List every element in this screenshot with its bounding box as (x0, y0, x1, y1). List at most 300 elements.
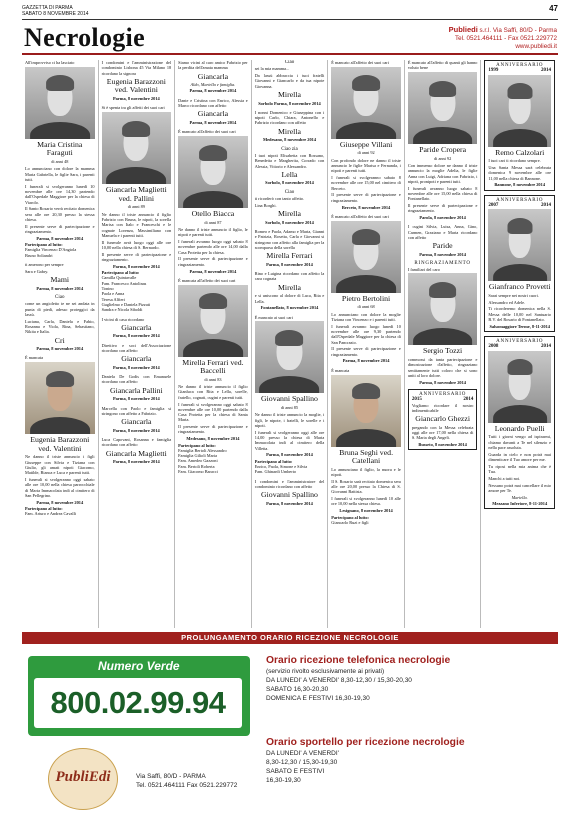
portrait-photo (178, 285, 248, 357)
deceased-age: di anni 92 (357, 150, 375, 156)
notice-place-date: Sorbolo Parma, 8 novembre 2014 (258, 100, 321, 106)
notice-text: Sara e Gabry. (25, 268, 49, 274)
year-to: 2014 (540, 344, 551, 350)
year-from: 1999 (488, 68, 499, 74)
portrait-photo (331, 375, 401, 447)
deceased-name: Pietro Bertolini (341, 293, 391, 303)
portrait-photo (488, 209, 551, 281)
obituary-notice (102, 105, 172, 312)
publisher-suffix: s.r.l. (479, 27, 492, 34)
anniversary-years (488, 68, 551, 73)
obituary-notice (178, 98, 248, 125)
publisher-phone: Tel. 0521.464111 - Fax 0521.229772 (455, 35, 557, 42)
notice-text: Tu riposi nella mia anima che è Tua. (488, 463, 551, 475)
phone-hours-title: Orario ricezione telefonica necrologie (266, 655, 451, 666)
notice-text: I nonni Domenico e Giuseppina con i nipoti Carlo, Chiara, Antonello e Fabrizio ricordano con affetto (254, 109, 325, 126)
notice-text: commossi da tanta partecipazione e dimostrazione d'affetto, ringraziano sentitamente tutti coloro che si sono uniti al loro dolore. (407, 356, 478, 378)
obituary-notice (255, 190, 325, 225)
notice-text: come un angioletto te ne sei andata in punta di piedi, adesso proteggici da lassù. (25, 301, 95, 317)
mourner-entry: Fam. Ghinardi Umberto (254, 469, 297, 475)
year-to: 2014 (463, 397, 474, 403)
notice-frame (484, 336, 555, 509)
mourners-heading: Partecipano al lutto: (25, 242, 63, 248)
notice-text: Luciana, Carla, Daniela e Fabio, Rosanna e Viola, Rina, Sebastiano, Nikita e Italia. (25, 318, 95, 335)
logo-text: PubliEdi (55, 769, 111, 785)
mourner-entry: Fam. Francesco Antolinas (101, 280, 147, 286)
deceased-age: di anni 68 (357, 304, 375, 310)
portrait-shoulders (260, 376, 320, 393)
notice-column (481, 60, 558, 628)
notice-text: I funerali avranno luogo oggi sabato 8 novembre partendo alle ore 14,00 dalla Casa Protetta per la chiesa. (178, 239, 248, 255)
notice-text: Il presente serve di partecipazione e ringraziamento. (407, 203, 478, 214)
obituary-notice (484, 195, 555, 332)
notice-text: e si uniscono al dolore di Luca, Rita e Lella. (254, 293, 325, 304)
notice-intro: È mancato ai suoi cari (254, 314, 293, 320)
notice-text: Una Santa Messa sarà celebrata domenica 9 novembre alle ore 11,00 nella chiesa di Bannone. (488, 164, 551, 181)
deceased-age: di anni 92 (434, 155, 452, 161)
obituary-notice (102, 60, 172, 101)
notice-text: Rino e Luigina ricordano con affetto la cara cognata (254, 271, 325, 282)
notice-text: Marcella con Paolo e famiglia si stringono con affetto a Fabrizio. (101, 405, 172, 416)
mourner-entry: Camilla Quintavalle (101, 275, 137, 281)
deceased-name: Maria Cristina Faraguti (37, 139, 83, 158)
notice-type: RINGRAZIAMENTO (414, 261, 471, 267)
footer-address (136, 772, 237, 790)
deceased-name: Giancarla (121, 354, 152, 364)
deceased-name: Giovanni Spallino (261, 394, 318, 404)
desk-hours-line: 16,30-19,30 (266, 777, 301, 784)
notices-grid (22, 60, 558, 628)
portrait-hair (199, 293, 227, 309)
portrait-shoulders (336, 122, 396, 139)
year-from: 2007 (488, 202, 499, 208)
mourners-heading: Partecipano al lutto: (331, 514, 369, 520)
deceased-name: Giancarla Maglietti ved. Pallini (105, 185, 167, 203)
mourner-entry: Fam. Giacomo Baracci (178, 469, 218, 475)
mourner-entry: Paola e Anna (101, 291, 125, 297)
deceased-name: Mirella (278, 209, 301, 219)
notice-text: Luca Capovani, Rosanna e famiglia ricordano con affetto (101, 437, 172, 448)
notice-place-date: Mezzano Inferiore, 8-11-2014 (492, 501, 548, 507)
deceased-name: Giuseppe Villani (339, 139, 393, 149)
portrait-photo (102, 112, 172, 184)
notice-text: Il funerale avrà luogo oggi alle ore 10,00 nella chiesa di S. Bernardo. (101, 239, 172, 250)
notice-column (99, 60, 176, 628)
paper-name: GAZZETTA DI PARMA (22, 5, 73, 11)
notice-place-date: Busseto, 8 novembre 2014 (418, 442, 467, 448)
year-from: 2008 (488, 344, 499, 350)
notice-place-date: Parma, 8 novembre 2014 (36, 499, 84, 505)
notice-text: I funerali si svolgeranno oggi alle ore 14,00 presso la chiesa di Maria Immacolata indi al cimitero della Villetta. (254, 429, 325, 451)
notice-place-date: Parma, 8 novembre 2014 (36, 235, 84, 241)
notice-intro: È mancato all'affetto di quanti gli hanno voluto bene (407, 60, 478, 71)
portrait-hair (46, 371, 74, 387)
portrait-shoulders (336, 429, 396, 446)
deceased-name: Mirella Ferrari ved. Baccelli (182, 357, 244, 376)
notice-text: Lina Borghi. (254, 202, 277, 208)
deceased-name: Bruna Seghi ved. Catellani (339, 447, 394, 466)
notice-text: Il presente serve di partecipazione e ringraziamento. (331, 346, 401, 357)
notice-column (22, 60, 99, 628)
notice-place-date: Fontanellato, 8 novembre 2014 (260, 305, 319, 311)
notice-place-date: Medesano, 8 novembre 2014 (262, 137, 317, 143)
notice-place-date: Parma, 8 novembre 2014 (112, 333, 160, 339)
notice-text: ti ricorderò con tanto affetto. (254, 196, 305, 202)
deceased-name: Giancarla (121, 322, 152, 332)
year-to: 2014 (540, 202, 551, 208)
notice-text: I vicini di casa ricordano (101, 316, 145, 322)
notice-place-date: Parma, 8 novembre 2014 (36, 285, 84, 291)
notice-place-date: Parma, 8 novembre 2014 (112, 364, 160, 370)
notice-text: Il presente serve di partecipazione e ringraziamento. (178, 424, 248, 435)
mourner-entry: Sandra e Nicola Siboldi (101, 307, 143, 313)
notice-place-date: Medesano, 8 novembre 2014 (186, 436, 240, 442)
notice-text: I cugini Silvia, Luisa, Anna, Gino, Carmen, Graziano e Maria ricordano con affetto (407, 224, 478, 241)
notice-text: Vogliamo ricordare il nostro indimenticabile (411, 402, 474, 413)
notice-text: Con immenso dolore ne danno il triste annuncio la moglie Adelia, le figlie Anna con Luigi, Adriana con Fabrizio, i nipoti, pronipoti e parenti tutti. (407, 162, 478, 184)
notice-place-date: Berceto, 8 novembre 2014 (341, 204, 391, 210)
obituary-notice (255, 271, 325, 311)
notice-type: ANNIVERSARIO (419, 391, 467, 397)
portrait-hair (352, 229, 380, 245)
notice-text: Daniela De Godis con Emanuele ricordano con affetto (101, 374, 172, 385)
notice-text: Si è spenta tra gli affetti dei suoi cari (101, 105, 165, 111)
deceased-age: di anni 85 (280, 405, 299, 411)
notice-text: I familiari del caro (407, 266, 440, 272)
deceased-name: Otello Biacca (191, 209, 235, 219)
notice-intro: È mancata (331, 367, 350, 373)
deceased-age: di anni 87 (204, 219, 222, 225)
obituary-notice (255, 110, 325, 143)
deceased-name: Mami (50, 275, 70, 285)
notice-place-date: Sorbolo, 8 novembre 2014 (265, 219, 314, 225)
mourner-entry: Bruno Soliandri (25, 252, 53, 258)
deceased-name: Mirella (278, 89, 301, 99)
portrait-photo (25, 67, 95, 139)
mourner-entry: Fam. Amedeo Gazzoni (178, 458, 218, 464)
deceased-name: Cri (54, 335, 65, 345)
portrait-photo (178, 136, 248, 208)
notice-text: ti amerono per sempre (25, 262, 64, 268)
notice-text: Ne danno il triste annuncio la moglie, i figli, le nipote, i fratelli, le sorelle e i nipoti. (254, 412, 325, 428)
notice-place-date: Parma, 8 novembre 2014 (112, 96, 160, 102)
portrait-hair (276, 330, 304, 346)
portrait-photo (331, 67, 401, 139)
notice-text: Il S. Rosario sarà recitato domenica sera alle ore 20,00 presso la Chiesa di S. Giovanni Battista. (331, 478, 401, 495)
portrait-shoulders (106, 167, 166, 184)
portrait-shoulders (30, 122, 90, 139)
portrait-photo (408, 273, 478, 345)
obituary-notice (408, 60, 478, 220)
green-number[interactable]: 800.02.99.94 (34, 678, 242, 728)
notice-intro: All'improvviso ci ha lasciato (25, 60, 75, 65)
notice-place-date: Lesignano, 8 novembre 2014 (339, 508, 393, 514)
green-number-badge (28, 656, 250, 736)
notice-text: sei la mia mamma... (254, 66, 290, 72)
portrait-hair (507, 218, 532, 234)
notice-intro: È mancato all'affetto dei suoi cari (331, 213, 389, 219)
notice-text: Il presente serve di partecipazione e ringraziamento. (178, 256, 248, 267)
portrait-shoulders (493, 405, 547, 422)
obituary-notice (102, 374, 172, 401)
notice-text: Manchi a tutti noi. (488, 475, 521, 481)
notice-place-date: Parma, 8 novembre 2014 (189, 268, 237, 274)
publisher-box (395, 26, 557, 51)
portrait-photo (488, 75, 551, 147)
notice-text: Ne danno il triste annuncio il figlio Fabrizio con Bruna, le nipoti, la sorella Marisa con Italo e Franceschi e le cognate Lorenza, Massimiliano con Manuela e i parenti tutti. (101, 211, 172, 238)
deceased-name: Paride (432, 241, 453, 251)
obituary-notice (102, 317, 172, 339)
notice-salutation: Ciao (55, 295, 65, 301)
notice-text: Ne danno il triste annuncio i figli Giuseppe con Silvia e Tiziana con Giulio, gli amati nipoti Giacomo, Matilde, Bianca e Luca e parenti tutti. (25, 454, 95, 476)
obituary-notice (25, 355, 95, 516)
notice-text: Direttivo e soci dell'Associazione ricordano con affetto (101, 342, 172, 353)
desk-hours-line: SABATO E FESTIVI (266, 768, 325, 775)
portrait-hair (46, 75, 74, 91)
notice-text: Con profondo dolore ne danno il triste annuncio le figlie Marisa e Fernanda, i nipoti e parenti tutti. (331, 157, 401, 174)
anniversary-years (488, 203, 551, 208)
mourner-entry: Giancarlo Ruzi e figli (331, 519, 369, 525)
portrait-photo (25, 362, 95, 434)
mourner-entry: Fam. Arturo e Andrea Cavalli (25, 511, 76, 517)
paper-date: SABATO 8 NOVEMBRE 2014 (22, 10, 89, 17)
notice-text: Ne danno il triste annuncio il figlio, le nipoti e parenti tutti. (178, 226, 248, 238)
notice-salutation: Ciao zia (281, 146, 298, 152)
deceased-name: Remo Calzolari (495, 147, 545, 157)
deceased-name: Lella (281, 169, 298, 179)
notice-text: Guarda in cielo e non potrà mai dimenticare il Tuo amore per me. (488, 451, 551, 463)
notice-place-date: Parma, 8 novembre 2014 (342, 358, 390, 364)
mourner-entry: Famiglia Vincenzo D'Angiola (25, 247, 77, 253)
notice-text: Tutti i giorni vengo ad ispirarmi, chiamo davanti a Te nel silenzio e nella pace assoluta. (488, 434, 551, 450)
obituary-notice (102, 437, 172, 464)
notice-text: Da lassù abbraccia i tuoi fratelli Giovanni e Giancarlo e da tua nipote Giovanna. (254, 73, 325, 89)
obituary-notice (331, 214, 401, 364)
portrait-hair (352, 75, 380, 91)
notice-intro: È mancata (25, 355, 44, 361)
portrait-photo (255, 321, 325, 393)
portrait-hair (507, 359, 532, 375)
notice-text: Ti ricorderemo domenica nella S. Messa delle 10,00 nel Santuario B.V. del Rosario di Fontanellato. (488, 306, 551, 323)
deceased-name: Mirella (278, 282, 301, 292)
portrait-shoulders (413, 127, 473, 144)
notice-text: Alessandro ed Adele. (488, 299, 526, 305)
notice-place-date: Parola, 8 novembre 2014 (419, 215, 466, 221)
footer-phone-line: Tel. 0521.464111 Fax 0521.229772 (136, 782, 238, 789)
obituary-notice (255, 60, 325, 106)
page-title: Necrologie (24, 23, 145, 52)
portrait-shoulders (336, 275, 396, 292)
deceased-name: Eugenia Barazzoni ved. Valentini (106, 76, 166, 95)
obituary-notice (408, 224, 478, 257)
obituary-notice (255, 315, 325, 475)
phone-hours-line: SABATO 16,30-20,30 (266, 686, 329, 693)
notice-text: I tuoi nipoti Elisabetta con Rossano, Benedetta e Margherita, Corrado con Alessia, Vittorio e Alessandro. (254, 152, 325, 169)
notice-frame (408, 389, 478, 450)
mourners-heading: Partecipano al lutto: (178, 442, 216, 448)
notice-intro: È mancato all'affetto dei suoi cari (178, 129, 236, 135)
mourner-entry: Famiglia Gilioli Maria (178, 453, 218, 459)
deceased-age: di anni 48 (51, 158, 69, 164)
notice-place-date: Parma, 8 novembre 2014 (112, 427, 160, 433)
notice-place-date: Parma, 8 novembre 2014 (419, 251, 466, 257)
deceased-age: di anni 83 (204, 376, 222, 382)
notice-text: I funerali si svolgeranno oggi sabato alle ore 10,00 nella chiesa parrocchiale di Marta Immacolata indi al cimitero di San Pellegrino. (25, 477, 95, 499)
portrait-hair (352, 383, 380, 399)
obituary-notice (331, 60, 401, 210)
deceased-name: Mirella (278, 126, 301, 136)
deceased-age: di anni 89 (127, 204, 145, 210)
mourners-heading: Partecipano al lutto: (25, 506, 63, 512)
portrait-shoulders (493, 129, 547, 146)
notice-text: Lo annunciano il figlio, la nuora e le nipoti. (331, 466, 401, 477)
notice-text: Ne danno il triste annuncio il figlio Gianluca con Rita e Lella, sorelle, fratello, cognati, cugini e parenti tutti. (178, 384, 248, 400)
notice-place-date: Parma, 8 novembre 2014 (112, 459, 160, 465)
deceased-name: Giancarla (197, 71, 229, 81)
notice-text: I condomini e l'amministrazione del condominio Lisbona 45 Via Milano 18 ricordano la signora (101, 60, 172, 76)
notice-text: I funerali si svolgeranno sabato 8 novembre alle ore 15,00 nel cimitero di Berceto. (331, 175, 401, 191)
year-to: 2014 (540, 68, 551, 74)
portrait-hair (199, 145, 227, 161)
mourner-entry: Enrico, Paola, Simone e Silvia (254, 464, 308, 470)
notice-place-date: Parma, 8 novembre 2014 (112, 396, 160, 402)
notice-frame (484, 195, 555, 332)
portrait-photo (331, 221, 401, 293)
notice-column (252, 60, 329, 628)
notice-signoff: Aldo, Mariella e famiglia. (190, 82, 236, 88)
notice-place-date: Bannone, 8 novembre 2014 (494, 182, 546, 188)
obituary-notice (178, 278, 248, 475)
notice-text: Il Santo Rosario verrà recitato domenica sera alle ore 20,30 presso la stessa chiesa. (25, 206, 95, 222)
notice-text: I condomini e l'amministratore del condominio ricordano con affetto (254, 478, 325, 489)
promo-banner: PROLUNGAMENTO ORARIO RICEZIONE NECROLOGIE (22, 632, 558, 644)
notice-text: I funerali si svolgeranno lunedì 10 alle ore 10,00 nella stessa chiesa. (331, 496, 401, 507)
deceased-name: Giovanni Spallino (261, 490, 318, 500)
obituary-notice (25, 262, 95, 291)
phone-hours-line: DOMENICA E FESTIVI 16,30-19,30 (266, 695, 370, 702)
deceased-name: Giancarla (121, 417, 152, 427)
obituary-notice (408, 261, 478, 385)
deceased-name: Giancarla Maglietti (105, 448, 167, 458)
publisher-web[interactable]: www.publiedi.it (515, 43, 557, 50)
footer-right (266, 646, 558, 816)
portrait-shoulders (413, 328, 473, 345)
deceased-name: Paride Cropera (419, 145, 467, 155)
portrait-hair (429, 81, 457, 97)
desk-hours-section (266, 736, 558, 785)
footer-left (22, 646, 258, 816)
obituary-notice (255, 147, 325, 186)
notice-type: ANNIVERSARIO (496, 339, 544, 345)
mourner-entry: Famiglia Bertoli Alessandro (178, 447, 227, 453)
deceased-name: Eugenia Barazzoni ved. Valentini (30, 435, 90, 453)
publisher-address: Via Saffi, 80/D - Parma (492, 27, 557, 34)
notice-type: ANNIVERSARIO (496, 197, 544, 203)
notice-text: I funerali si svolgeranno lunedì 10 novembre alle ore 14,30 partendo dall'Ospedale Maggiore per la chiesa di Viarolo. (25, 183, 95, 205)
notice-text: I funerali si svolgeranno oggi sabato 8 novembre alle ore 10,00 partendo dalla Casa Protetta per la chiesa di Santa Maria. (178, 401, 248, 423)
obituary-notice (25, 295, 95, 351)
notice-column (175, 60, 252, 628)
mourners-heading: Partecipano al lutto: (101, 270, 140, 276)
notice-salutation: Ciao (284, 60, 295, 65)
portrait-shoulders (30, 417, 90, 434)
notice-place-date: Salsomaggiore Terme, 8-11-2014 (489, 323, 550, 329)
notice-text: Il presente serve di partecipazione e ringraziamento. (331, 192, 401, 203)
notice-column (328, 60, 405, 628)
notice-text: I funerali avranno luogo lunedì 10 novembre alle ore 9,30 partendo dall'Ospedale Maggiore per la chiesa di San Pancrazio. (331, 323, 401, 345)
header-rule (22, 19, 558, 20)
portrait-hair (507, 83, 532, 99)
obituary-notice (255, 229, 325, 267)
notice-text: I funerali avranno luogo sabato 8 novembre alle ore 15,00 nella chiesa di Fontanellato. (407, 185, 478, 202)
phone-hours-line: DA LUNEDI' A VENERDI' 8,30-12,30 / 15,30-20,30 (266, 677, 412, 684)
obituary-notice (25, 60, 95, 258)
obituary-notice (102, 343, 172, 370)
mourners-heading: Partecipano al lutto: (254, 458, 293, 464)
notice-salutation: Ciao (284, 189, 295, 195)
page-header (22, 6, 558, 18)
notice-text: Lo annunciano con dolore la mamma Maria Gabriella, le figlie Sara, i parenti tutti. (25, 166, 95, 182)
desk-hours-title: Orario sportello per ricezione necrologie (266, 737, 465, 748)
deceased-name: Mirella Ferrari (266, 251, 313, 261)
obituary-notice (178, 60, 248, 94)
year-from: 2015 (411, 397, 422, 403)
notice-text: pregando con la Messa celebrata oggi alle ore 17,00 nella chiesa di S. Maria degli Angeli. (411, 424, 474, 441)
footer-ad (22, 646, 558, 816)
mourner-entry: Fam. Bertoli Roberta (178, 463, 215, 469)
desk-hours-line: 8,30-12,30 / 15,30-19,30 (266, 759, 338, 766)
green-number-label: Numero Verde (98, 659, 180, 673)
deceased-name: Gianfranco Provetti (488, 282, 551, 292)
notice-text: Lo annunciano con dolore la moglie Tiziana con Vincenzo e i parenti tutti. (331, 311, 401, 322)
notice-place-date: Parma, 8 novembre 2014 (189, 119, 237, 125)
notice-text: Romeo e Paola, Adamo e Maria, Gianni e Patrizia, Rosetta, Carla e Giovanni si stringono con affetto alla famiglia per la scomparsa della sorella (254, 229, 325, 250)
footer-address-line: Via Saffi, 80/D - PARMA (136, 773, 206, 780)
notice-text: Il presente serve di partecipazione e ringraziamento. (101, 251, 172, 263)
notice-text: Siamo vicini al caro amico Fabrizio per la perdita dell'amata mamma (178, 60, 248, 71)
obituary-notice (178, 129, 248, 274)
portrait-shoulders (183, 191, 243, 208)
page-number: 47 (549, 4, 558, 13)
notice-place-date: Parma, 8 novembre 2014 (266, 261, 313, 267)
mourner-entry: Guglielmo e Daniela Pizzati (101, 301, 151, 307)
deceased-name: Giancarla Pallini (110, 385, 163, 395)
notice-column (405, 60, 482, 628)
notice-place-date: Sorbolo, 8 novembre 2014 (265, 180, 314, 186)
notice-place-date: Parma, 8 novembre 2014 (266, 500, 313, 506)
deceased-name: Sergio Tozzi (423, 346, 463, 356)
obituary-notice (102, 406, 172, 433)
obituary-notice (255, 479, 325, 506)
notice-place-date: Parma, 8 novembre 2014 (266, 452, 313, 458)
notice-frame (484, 60, 555, 191)
deceased-name: Giancarla (197, 109, 229, 119)
notice-type: ANNIVERSARIO (496, 63, 544, 68)
portrait-photo (408, 72, 478, 144)
mourner-entry: Teresa Alfieri (101, 296, 126, 302)
portrait-shoulders (493, 264, 547, 281)
obituary-notice (484, 336, 555, 509)
desk-hours-line: DA LUNEDI' A VENERDI' (266, 750, 339, 757)
portrait-hair (122, 121, 150, 137)
publiedi-logo (48, 748, 118, 810)
notice-place-date: Parma, 8 novembre 2014 (189, 88, 237, 94)
title-rule (22, 53, 558, 55)
notice-text: Il presente serve di partecipazione e ringraziamento. (25, 223, 95, 235)
publisher-brand: Publiedi (448, 25, 478, 34)
deceased-name: Leonardo Puelli (494, 423, 545, 433)
phone-hours-subtitle: (servizio rivolto esclusivamente ai privati) (266, 668, 385, 675)
